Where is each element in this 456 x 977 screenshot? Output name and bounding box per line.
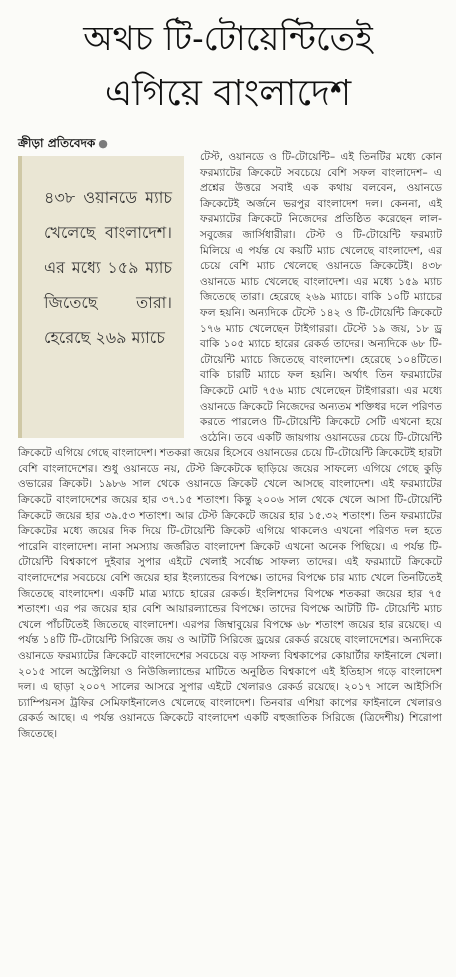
headline-line-2: এগিয়ে বাংলাদেশ xyxy=(104,73,352,114)
pullquote-box xyxy=(18,156,184,438)
article-paragraph: টেস্ট, ওয়ানডে ও টি-টোয়েন্টি– এই তিনটির মধ্যে কোন ফরম্যাটের ক্রিকেটে সবচেয়ে বেশি সফল বাংলাদেশ– এ প্রশ্নের উত্তরে সবাই এক কথায় বলবেন, ওয়ানডে ক্রিকেটেই অর্জনে ভরপুর বাংলাদেশ দল। কেননা, এই ফরম্যাটের ক্রিকেটে নিজেদের প্রতিষ্ঠিত করেছেন লাল-সবুজের জার্সিধারীরা। টেস্ট ও টি-টোয়েন্টি ফরম্যাট মিলিয়ে এ পর্যন্ত যে কয়টি ম্যাচ খেলেছে বাংলাদেশ, এর চেয়ে বেশি ম্যাচ খেলেছে ওয়ানডে ক্রিকেটেই। ৪৩৮ ওয়ানডে ম্যাচ খেলেছে বাংলাদেশ। এর মধ্যে ১৫৯ ম্যাচ জিতেছে তারা। হেরেছে ২৬৯ ম্যাচে। বাকি ১০টি ম্যাচের ফল হয়নি। অন্যদিকে টেস্টে ১৪২ ও টি-টোয়েন্টি ক্রিকেটে ১৭৬ ম্যাচ খেলেছেন টাইগাররা। টেস্টে ১৯ জয়, ১৮ ড্র বাকি ১০৫ ম্যাচে হারের রেকর্ড তাদের। অন্যদিকে ৬৮ টি-টোয়েন্টি ম্যাচে জিতেছে বাংলাদেশ। হেরেছে ১০৪টিতে। বাকি চারটি ম্যাচে ফল হয়নি। অর্থাৎ তিন ফরম্যাটের ক্রিকেটে মোট ৭৫৬ ম্যাচ খেলেছেন টাইগাররা। এর মধ্যে ওয়ানডে ক্রিকেটে নিজেদের অন্যতম শক্তিধর দলে পরিণত করতে পারলেও টি-টোয়েন্টি ক্রিকেটে সেটি এখনো হয়ে ওঠেনি। তবে একটি জায়গায় ওয়ানডের চেয়ে টি-টোয়েন্টি ক্রিকেটে এগিয়ে গেছে বাংলাদেশ। শতকরা জয়ের হিসেবে ওয়ানডের চেয়ে টি-টোয়েন্টি ক্রিকেটেই হারটা বেশি বাংলাদেশের। শুধু ওয়ানডে নয়, টেস্ট ক্রিকেটকে ছাড়িয়ে জয়ের সাফল্যে এগিয়ে গেছে কুড়ি ওভারের ক্রিকেট। ১৯৮৬ সাল থেকে ওয়ানডে ক্রিকেট খেলে আসছে বাংলাদেশ। এই ফরম্যাটের ক্রিকেটে বাংলাদেশের জয়ের হার ৩৭.১৫ শতাংশ। কিন্তু ২০০৬ সাল থেকে খেলে আসা টি-টোয়েন্টি ক্রিকেটে জয়ের হার ৩৯.৫৩ শতাংশ। আর টেস্ট ক্রিকেটে জয়ের হার ১৫.৩২ শতাংশ। তিন ফরম্যাটের ক্রিকেটের মধ্যে জয়ের দিক দিয়ে টি-টোয়েন্টি ক্রিকেট এগিয়ে থাকলেও এখনো পরিণত দল হতে পারেনি বাংলাদেশ। নানা সমস্যায় জর্জরিত বাংলাদেশ ক্রিকেট এখনো অনেক পিছিয়ে। এ পর্যন্ত টি-টোয়েন্টি বিশ্বকাপে দুইবার সুপার এইটে খেলাই সর্বোচ্চ সাফল্য তাদের। এই ফরম্যাটে ক্রিকেটে বাংলাদেশের সবচেয়ে বেশি জয়ের হার ইংল্যান্ডের বিপক্ষে। তাদের বিপক্ষে চার ম্যাচ খেলে তিনটিতেই জিতেছে বাংলাদেশ। একটি মাত্র ম্যাচে হারের রেকর্ড। ইংলিশদের বিপক্ষে শতকরা জয়ের হার ৭৫ শতাংশ। এর পর জয়ের হার বেশি আয়ারল্যান্ডের বিপক্ষে। তাদের বিপক্ষে আটটি টি- টোয়েন্টি ম্যাচ খেলে পাঁচটিতেই জিতেছে বাংলাদেশ। এরপর জিম্বাবুয়ের বিপক্ষে ৬৮ শতাংশ জয়ের হার রয়েছে। এ পর্যন্ত ১৪টি টি-টোয়েন্টি সিরিজে জয় ও আটটি সিরিজে ড্রয়ের রেকর্ড রয়েছে বাংলাদেশের। অন্যদিকে ওয়ানডে ফরম্যাটের ক্রিকেটে বাংলাদেশের সবচেয়ে বড় সাফল্য বিশ্বকাপের কোয়ার্টার ফাইনালে খেলা। ২০১৫ সালে অস্ট্রেলিয়া ও নিউজিল্যান্ডের মাটিতে অনুষ্ঠিত বিশ্বকাপে এই ইতিহাস গড়ে বাংলাদেশ দল। এ ছাড়া ২০০৭ সালের আসরে সুপার এইটে খেলারও রেকর্ড রয়েছে। ২০১৭ সালে আইসিসি চ্যাম্পিয়নস ট্রফির সেমিফাইনালেও খেলেছে বাংলাদেশ। তিনবার এশিয়া কাপের ফাইনালে খেলারও রেকর্ড আছে। এ পর্যন্ত ওয়ানডে ক্রিকেটে বাংলাদেশ একটি বহুজাতিক সিরিজে (ত্রিদেশীয়) শিরোপা জিতেছে। xyxy=(18,151,442,740)
byline-bullet-icon: ● xyxy=(98,137,108,150)
pullquote-text: ৪৩৮ ওয়ানডে ম্যাচ খেলেছে বাংলাদেশ। এর মধ্যে ১৫৯ ম্যাচ জিতেছে তারা। হেরেছে ২৬৯ ম্যাচে xyxy=(44,188,172,347)
article-body xyxy=(18,150,442,743)
byline-author: ক্রীড়া প্রতিবেদক xyxy=(18,136,96,150)
headline-line-1: অথচ টি-টোয়েন্টিতেই xyxy=(83,19,373,59)
article-text xyxy=(18,150,442,743)
